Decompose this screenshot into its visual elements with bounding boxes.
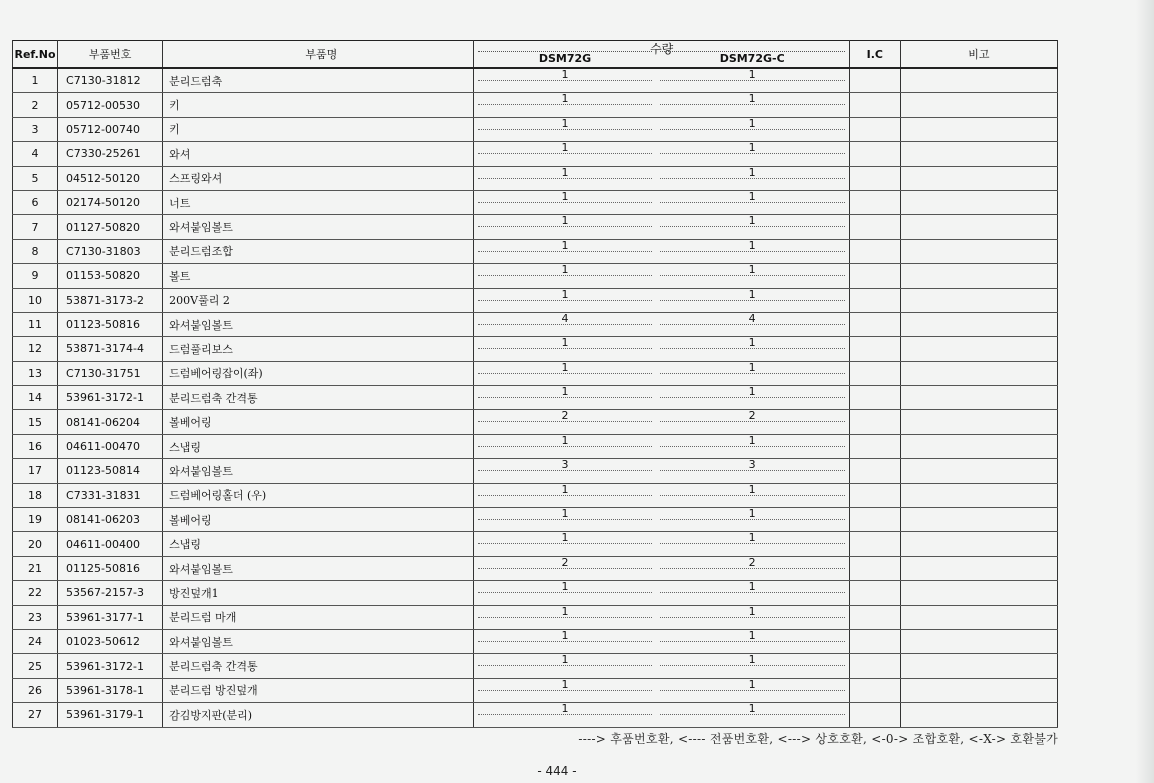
table-row xyxy=(13,337,1058,361)
qty-value-model-1: 2 xyxy=(561,555,569,569)
cell-qty-model-2 xyxy=(656,483,850,507)
cell-qty-model-1 xyxy=(474,654,656,678)
cell-remarks xyxy=(900,190,1057,214)
cell-ref-no: 24 xyxy=(13,629,58,653)
cell-qty-model-1 xyxy=(474,678,656,702)
cell-part-name: 드럼베어링잡이(좌) xyxy=(163,361,474,385)
header-quantity-model-2 xyxy=(650,41,850,69)
qty-value-model-2: 1 xyxy=(748,507,756,521)
cell-part-number: 02174-50120 xyxy=(58,190,163,214)
cell-part-number: 04611-00470 xyxy=(58,434,163,458)
cell-qty-model-2 xyxy=(656,264,850,288)
cell-ic xyxy=(849,605,900,629)
table-row xyxy=(13,508,1058,532)
cell-remarks xyxy=(900,142,1057,166)
cell-qty-model-1 xyxy=(474,93,656,117)
cell-qty-model-2 xyxy=(656,288,850,312)
cell-ref-no: 23 xyxy=(13,605,58,629)
cell-part-number: 01023-50612 xyxy=(58,629,163,653)
cell-part-name: 와셔붙임볼트 xyxy=(163,629,474,653)
cell-ic xyxy=(849,434,900,458)
cell-ref-no: 17 xyxy=(13,459,58,483)
cell-ref-no: 19 xyxy=(13,508,58,532)
cell-ic xyxy=(849,142,900,166)
qty-value-model-2: 1 xyxy=(748,238,756,252)
cell-qty-model-1 xyxy=(474,166,656,190)
qty-value-model-1: 1 xyxy=(561,507,569,521)
cell-part-name: 스프링와셔 xyxy=(163,166,474,190)
qty-value-model-2: 1 xyxy=(748,360,756,374)
cell-qty-model-2 xyxy=(656,93,850,117)
qty-value-model-1: 1 xyxy=(561,189,569,203)
cell-part-number: C7330-25261 xyxy=(58,142,163,166)
table-row xyxy=(13,410,1058,434)
cell-part-name: 분리드럼조합 xyxy=(163,239,474,263)
page-number: - 444 - xyxy=(537,764,577,778)
cell-qty-model-2 xyxy=(656,361,850,385)
cell-part-name: 볼베어링 xyxy=(163,410,474,434)
qty-value-model-1: 1 xyxy=(561,702,569,716)
cell-part-name: 볼베어링 xyxy=(163,508,474,532)
cell-qty-model-2 xyxy=(656,629,850,653)
cell-remarks xyxy=(900,703,1057,727)
cell-part-number: 04611-00400 xyxy=(58,532,163,556)
table-row xyxy=(13,629,1058,653)
cell-ref-no: 25 xyxy=(13,654,58,678)
cell-qty-model-1 xyxy=(474,703,656,727)
qty-value-model-2: 1 xyxy=(748,433,756,447)
cell-part-number: 53961-3172-1 xyxy=(58,654,163,678)
cell-part-number: C7331-31831 xyxy=(58,483,163,507)
cell-remarks xyxy=(900,361,1057,385)
cell-ref-no: 11 xyxy=(13,312,58,336)
cell-qty-model-2 xyxy=(656,459,850,483)
qty-value-model-1: 1 xyxy=(561,360,569,374)
cell-part-name: 감김방지판(분리) xyxy=(163,703,474,727)
cell-qty-model-2 xyxy=(656,117,850,141)
qty-value-model-1: 1 xyxy=(561,653,569,667)
cell-qty-model-1 xyxy=(474,386,656,410)
cell-part-number: 01153-50820 xyxy=(58,264,163,288)
cell-ref-no: 15 xyxy=(13,410,58,434)
qty-value-model-1: 1 xyxy=(561,628,569,642)
qty-value-model-1: 1 xyxy=(561,580,569,594)
table-row xyxy=(13,605,1058,629)
qty-value-model-1: 1 xyxy=(561,238,569,252)
cell-part-number: 01125-50816 xyxy=(58,556,163,580)
qty-value-model-1: 3 xyxy=(561,458,569,472)
cell-part-name: 분리드럼축 간격통 xyxy=(163,654,474,678)
cell-ref-no: 22 xyxy=(13,581,58,605)
cell-ic xyxy=(849,629,900,653)
cell-remarks xyxy=(900,434,1057,458)
qty-value-model-2: 1 xyxy=(748,702,756,716)
cell-ic xyxy=(849,508,900,532)
cell-remarks xyxy=(900,386,1057,410)
cell-qty-model-2 xyxy=(656,239,850,263)
cell-ic xyxy=(849,703,900,727)
cell-qty-model-1 xyxy=(474,117,656,141)
cell-remarks xyxy=(900,410,1057,434)
table-row xyxy=(13,68,1058,93)
cell-qty-model-2 xyxy=(656,410,850,434)
header-remarks: 비고 xyxy=(900,41,1057,69)
qty-value-model-1: 1 xyxy=(561,287,569,301)
cell-ic xyxy=(849,68,900,93)
cell-ref-no: 3 xyxy=(13,117,58,141)
qty-value-model-2: 1 xyxy=(748,141,756,155)
cell-ref-no: 14 xyxy=(13,386,58,410)
cell-qty-model-1 xyxy=(474,190,656,214)
cell-ref-no: 16 xyxy=(13,434,58,458)
cell-part-name: 와셔붙임볼트 xyxy=(163,459,474,483)
cell-remarks xyxy=(900,288,1057,312)
qty-value-model-2: 1 xyxy=(748,604,756,618)
cell-part-name: 분리드럼 방진덮개 xyxy=(163,678,474,702)
cell-ic xyxy=(849,93,900,117)
header-model-1: DSM72G xyxy=(538,52,592,65)
qty-value-model-1: 1 xyxy=(561,68,569,81)
qty-value-model-2: 1 xyxy=(748,165,756,179)
cell-remarks xyxy=(900,239,1057,263)
cell-remarks xyxy=(900,508,1057,532)
header-model-2: DSM72G-C xyxy=(719,52,785,65)
qty-value-model-1: 1 xyxy=(561,677,569,691)
table-row xyxy=(13,532,1058,556)
qty-value-model-2: 1 xyxy=(748,336,756,350)
cell-ic xyxy=(849,337,900,361)
qty-value-model-1: 1 xyxy=(561,385,569,399)
qty-value-model-2: 1 xyxy=(748,482,756,496)
cell-part-number: 08141-06203 xyxy=(58,508,163,532)
cell-qty-model-2 xyxy=(656,532,850,556)
cell-ic xyxy=(849,215,900,239)
cell-ref-no: 8 xyxy=(13,239,58,263)
cell-qty-model-1 xyxy=(474,312,656,336)
cell-ic xyxy=(849,654,900,678)
cell-ref-no: 2 xyxy=(13,93,58,117)
qty-value-model-2: 1 xyxy=(748,531,756,545)
cell-ic xyxy=(849,483,900,507)
cell-qty-model-2 xyxy=(656,581,850,605)
cell-qty-model-2 xyxy=(656,605,850,629)
cell-qty-model-1 xyxy=(474,459,656,483)
cell-ref-no: 7 xyxy=(13,215,58,239)
cell-part-number: 53871-3173-2 xyxy=(58,288,163,312)
cell-qty-model-1 xyxy=(474,68,656,93)
table-row xyxy=(13,459,1058,483)
cell-remarks xyxy=(900,337,1057,361)
cell-ic xyxy=(849,678,900,702)
qty-value-model-1: 1 xyxy=(561,92,569,106)
table-row xyxy=(13,434,1058,458)
qty-value-model-2: 1 xyxy=(748,189,756,203)
cell-qty-model-1 xyxy=(474,581,656,605)
cell-qty-model-1 xyxy=(474,361,656,385)
qty-value-model-1: 1 xyxy=(561,141,569,155)
qty-value-model-1: 4 xyxy=(561,311,569,325)
cell-qty-model-2 xyxy=(656,215,850,239)
cell-part-name: 키 xyxy=(163,93,474,117)
table-row xyxy=(13,117,1058,141)
cell-qty-model-2 xyxy=(656,68,850,93)
cell-qty-model-2 xyxy=(656,703,850,727)
cell-remarks xyxy=(900,215,1057,239)
cell-part-number: C7130-31812 xyxy=(58,68,163,93)
cell-qty-model-2 xyxy=(656,386,850,410)
cell-remarks xyxy=(900,483,1057,507)
cell-part-number: 05712-00530 xyxy=(58,93,163,117)
table-row xyxy=(13,264,1058,288)
cell-part-number: 01127-50820 xyxy=(58,215,163,239)
qty-value-model-1: 1 xyxy=(561,165,569,179)
table-row xyxy=(13,142,1058,166)
table-row xyxy=(13,678,1058,702)
parts-table-header xyxy=(13,41,1058,69)
cell-ref-no: 1 xyxy=(13,68,58,93)
table-row xyxy=(13,288,1058,312)
cell-remarks xyxy=(900,678,1057,702)
cell-part-name: 와셔붙임볼트 xyxy=(163,312,474,336)
cell-part-number: 53567-2157-3 xyxy=(58,581,163,605)
cell-ic xyxy=(849,239,900,263)
cell-ic xyxy=(849,190,900,214)
cell-part-name: 볼트 xyxy=(163,264,474,288)
cell-remarks xyxy=(900,556,1057,580)
cell-remarks xyxy=(900,117,1057,141)
cell-qty-model-2 xyxy=(656,434,850,458)
table-row xyxy=(13,483,1058,507)
cell-ref-no: 27 xyxy=(13,703,58,727)
table-row xyxy=(13,386,1058,410)
cell-qty-model-1 xyxy=(474,605,656,629)
qty-value-model-2: 1 xyxy=(748,68,756,81)
qty-value-model-2: 1 xyxy=(748,287,756,301)
cell-remarks xyxy=(900,629,1057,653)
qty-value-model-2: 1 xyxy=(748,628,756,642)
page-edge-shade xyxy=(1136,0,1154,783)
cell-ref-no: 10 xyxy=(13,288,58,312)
cell-qty-model-2 xyxy=(656,166,850,190)
cell-part-number: 53871-3174-4 xyxy=(58,337,163,361)
cell-qty-model-2 xyxy=(656,190,850,214)
cell-part-name: 드럼베어링홀더 (우) xyxy=(163,483,474,507)
cell-part-name: 분리드럼축 간격통 xyxy=(163,386,474,410)
cell-ref-no: 13 xyxy=(13,361,58,385)
cell-part-number: 08141-06204 xyxy=(58,410,163,434)
cell-part-name: 스냅링 xyxy=(163,434,474,458)
qty-value-model-2: 1 xyxy=(748,263,756,277)
qty-value-model-1: 1 xyxy=(561,433,569,447)
qty-value-model-2: 1 xyxy=(748,580,756,594)
qty-value-model-2: 1 xyxy=(748,677,756,691)
cell-part-name: 너트 xyxy=(163,190,474,214)
cell-part-number: C7130-31751 xyxy=(58,361,163,385)
cell-remarks xyxy=(900,264,1057,288)
table-row xyxy=(13,654,1058,678)
cell-ic xyxy=(849,288,900,312)
cell-ic xyxy=(849,386,900,410)
cell-ref-no: 9 xyxy=(13,264,58,288)
qty-value-model-2: 2 xyxy=(748,555,756,569)
header-row xyxy=(13,41,1058,69)
cell-part-number: C7130-31803 xyxy=(58,239,163,263)
cell-part-name: 와셔붙임볼트 xyxy=(163,556,474,580)
header-ic: I.C xyxy=(849,41,900,69)
header-part-number: 부품번호 xyxy=(58,41,163,69)
qty-value-model-1: 1 xyxy=(561,336,569,350)
cell-ic xyxy=(849,410,900,434)
cell-ic xyxy=(849,532,900,556)
cell-remarks xyxy=(900,459,1057,483)
cell-qty-model-1 xyxy=(474,532,656,556)
cell-ref-no: 4 xyxy=(13,142,58,166)
qty-value-model-1: 1 xyxy=(561,263,569,277)
cell-ic xyxy=(849,312,900,336)
cell-qty-model-2 xyxy=(656,654,850,678)
qty-value-model-2: 2 xyxy=(748,409,756,423)
cell-remarks xyxy=(900,581,1057,605)
cell-ic xyxy=(849,361,900,385)
table-row xyxy=(13,581,1058,605)
cell-part-name: 와셔붙임볼트 xyxy=(163,215,474,239)
parts-table xyxy=(12,40,1058,728)
cell-ic xyxy=(849,264,900,288)
cell-part-name: 방진덮개1 xyxy=(163,581,474,605)
cell-ic xyxy=(849,459,900,483)
table-row xyxy=(13,703,1058,727)
qty-value-model-2: 1 xyxy=(748,214,756,228)
cell-ic xyxy=(849,166,900,190)
cell-part-number: 53961-3179-1 xyxy=(58,703,163,727)
header-ref-no: Ref.No xyxy=(13,41,58,69)
cell-remarks xyxy=(900,312,1057,336)
cell-qty-model-2 xyxy=(656,337,850,361)
cell-remarks xyxy=(900,93,1057,117)
cell-ref-no: 20 xyxy=(13,532,58,556)
cell-ref-no: 26 xyxy=(13,678,58,702)
cell-qty-model-2 xyxy=(656,312,850,336)
interchangeability-legend: ----> 후품번호환, <---- 전품번호환, <---> 상호호환, <-0-> 조합호환, <-X-> 호환불가 xyxy=(578,732,1058,746)
cell-qty-model-1 xyxy=(474,337,656,361)
qty-value-model-2: 4 xyxy=(748,311,756,325)
qty-value-model-2: 1 xyxy=(748,385,756,399)
cell-remarks xyxy=(900,605,1057,629)
cell-part-name: 200V풀리 2 xyxy=(163,288,474,312)
cell-qty-model-2 xyxy=(656,142,850,166)
table-row xyxy=(13,93,1058,117)
cell-part-number: 01123-50816 xyxy=(58,312,163,336)
cell-part-number: 01123-50814 xyxy=(58,459,163,483)
cell-qty-model-1 xyxy=(474,508,656,532)
cell-ref-no: 12 xyxy=(13,337,58,361)
cell-ic xyxy=(849,556,900,580)
cell-remarks xyxy=(900,68,1057,93)
cell-qty-model-1 xyxy=(474,215,656,239)
cell-part-name: 와셔 xyxy=(163,142,474,166)
cell-qty-model-1 xyxy=(474,264,656,288)
cell-ic xyxy=(849,581,900,605)
qty-value-model-1: 1 xyxy=(561,604,569,618)
cell-ic xyxy=(849,117,900,141)
cell-qty-model-1 xyxy=(474,629,656,653)
cell-part-number: 53961-3172-1 xyxy=(58,386,163,410)
table-row xyxy=(13,361,1058,385)
table-row xyxy=(13,215,1058,239)
cell-qty-model-1 xyxy=(474,556,656,580)
header-quantity-label: 수량 xyxy=(650,42,674,56)
cell-qty-model-1 xyxy=(474,239,656,263)
cell-qty-model-2 xyxy=(656,678,850,702)
cell-part-number: 04512-50120 xyxy=(58,166,163,190)
cell-part-number: 53961-3177-1 xyxy=(58,605,163,629)
cell-qty-model-1 xyxy=(474,410,656,434)
cell-ref-no: 5 xyxy=(13,166,58,190)
qty-value-model-2: 1 xyxy=(748,653,756,667)
cell-qty-model-1 xyxy=(474,434,656,458)
qty-value-model-2: 1 xyxy=(748,92,756,106)
qty-value-model-2: 3 xyxy=(748,458,756,472)
cell-part-name: 드럼풀리보스 xyxy=(163,337,474,361)
cell-part-name: 분리드럼 마개 xyxy=(163,605,474,629)
cell-ref-no: 21 xyxy=(13,556,58,580)
table-row xyxy=(13,556,1058,580)
cell-part-name: 분리드럼축 xyxy=(163,68,474,93)
qty-value-model-1: 2 xyxy=(561,409,569,423)
cell-part-number: 53961-3178-1 xyxy=(58,678,163,702)
qty-value-model-1: 1 xyxy=(561,214,569,228)
cell-remarks xyxy=(900,166,1057,190)
cell-part-name: 스냅링 xyxy=(163,532,474,556)
header-part-name: 부품명 xyxy=(163,41,474,69)
cell-qty-model-2 xyxy=(656,508,850,532)
table-row xyxy=(13,166,1058,190)
qty-value-model-1: 1 xyxy=(561,116,569,130)
table-row xyxy=(13,239,1058,263)
qty-value-model-2: 1 xyxy=(748,116,756,130)
cell-qty-model-2 xyxy=(656,556,850,580)
parts-table-body xyxy=(13,68,1058,727)
cell-ref-no: 6 xyxy=(13,190,58,214)
table-row xyxy=(13,312,1058,336)
cell-part-number: 05712-00740 xyxy=(58,117,163,141)
cell-ref-no: 18 xyxy=(13,483,58,507)
cell-qty-model-1 xyxy=(474,142,656,166)
cell-qty-model-1 xyxy=(474,483,656,507)
table-row xyxy=(13,190,1058,214)
qty-value-model-1: 1 xyxy=(561,531,569,545)
cell-remarks xyxy=(900,654,1057,678)
cell-remarks xyxy=(900,532,1057,556)
cell-part-name: 키 xyxy=(163,117,474,141)
cell-qty-model-1 xyxy=(474,288,656,312)
qty-value-model-1: 1 xyxy=(561,482,569,496)
